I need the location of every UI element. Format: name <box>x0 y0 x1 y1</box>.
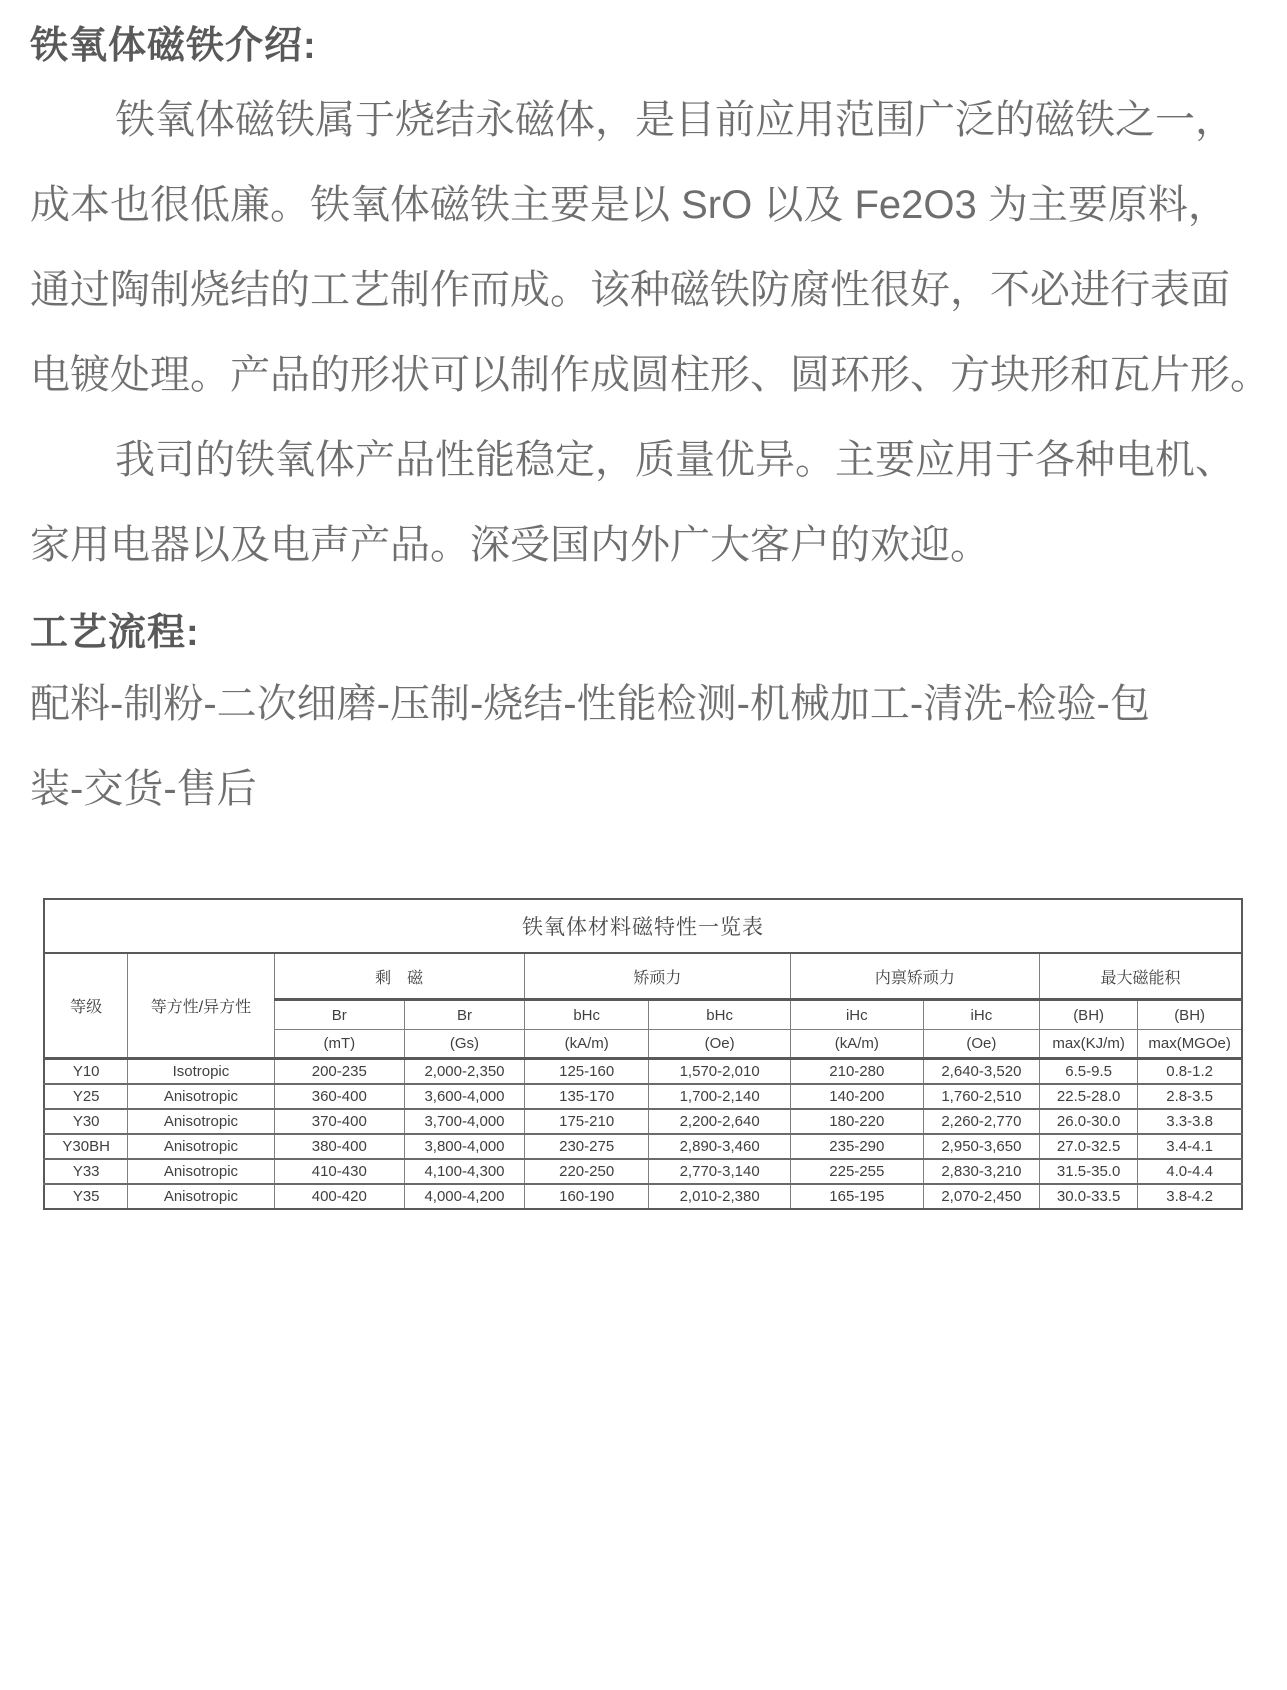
table-cell: 2,950-3,650 <box>923 1134 1039 1159</box>
table-header-cell: (kA/m) <box>790 1030 923 1059</box>
text-line: 装-交货-售后 <box>30 767 257 811</box>
table-row <box>44 1159 1242 1184</box>
table-cell: 2,830-3,210 <box>923 1159 1039 1184</box>
table-cell: 2,890-3,460 <box>649 1134 790 1159</box>
table-cell: Anisotropic <box>128 1109 274 1134</box>
header-coercivity: 矫顽力 <box>524 953 790 1000</box>
text-line: 通过陶制烧结的工艺制作而成。该种磁铁防腐性很好，不必进行表面 <box>30 268 1230 312</box>
header-max-energy-product: 最大磁能积 <box>1039 953 1242 1000</box>
table-cell: 235-290 <box>790 1134 923 1159</box>
table-header-cell: bHc <box>524 1000 649 1030</box>
table-cell: 220-250 <box>524 1159 649 1184</box>
text-line: 成本也很低廉。铁氧体磁铁主要是以 SrO 以及 Fe2O3 为主要原料， <box>30 183 1228 227</box>
table-cell: 4.0-4.4 <box>1138 1159 1242 1184</box>
table-cell: 2,260-2,770 <box>923 1109 1039 1134</box>
table-cell: 200-235 <box>274 1059 405 1085</box>
table-cell: 22.5-28.0 <box>1039 1084 1137 1109</box>
table-cell: 3.8-4.2 <box>1138 1184 1242 1209</box>
table-cell: 370-400 <box>274 1109 405 1134</box>
table-cell: 1,570-2,010 <box>649 1059 790 1085</box>
text-line: 我司的铁氧体产品性能稳定，质量优异。主要应用于各种电机、 <box>115 438 1235 482</box>
table-cell: 160-190 <box>524 1184 649 1209</box>
process-heading: 工艺流程: <box>30 612 200 654</box>
table-cell: Anisotropic <box>128 1184 274 1209</box>
table-cell: 4,000-4,200 <box>405 1184 525 1209</box>
table-cell: Anisotropic <box>128 1134 274 1159</box>
table-cell: 1,700-2,140 <box>649 1084 790 1109</box>
table-group-header-row <box>44 953 1242 1000</box>
table-cell: 140-200 <box>790 1084 923 1109</box>
table-header-cell: iHc <box>923 1000 1039 1030</box>
table-cell: 225-255 <box>790 1159 923 1184</box>
table-body <box>44 1059 1242 1210</box>
table-cell: 2,640-3,520 <box>923 1059 1039 1085</box>
table-header-cell: (mT) <box>274 1030 405 1059</box>
table-cell: 360-400 <box>274 1084 405 1109</box>
table-cell: Y25 <box>44 1084 128 1109</box>
process-flow-text <box>30 662 1257 832</box>
intro-heading: 铁氧体磁铁介绍: <box>30 25 317 67</box>
table-cell: 400-420 <box>274 1184 405 1209</box>
table-row <box>44 1059 1242 1085</box>
table-cell: 3.4-4.1 <box>1138 1134 1242 1159</box>
table-row <box>44 1134 1242 1159</box>
table-header-cell: max(KJ/m) <box>1039 1030 1137 1059</box>
table-header-cell: iHc <box>790 1000 923 1030</box>
table-title-row <box>44 899 1242 953</box>
table-cell: Y33 <box>44 1159 128 1184</box>
intro-paragraph-2 <box>30 418 1257 588</box>
table-cell: 27.0-32.5 <box>1039 1134 1137 1159</box>
table-header-cell: Br <box>274 1000 405 1030</box>
table-cell: 26.0-30.0 <box>1039 1109 1137 1134</box>
table-cell: 2,200-2,640 <box>649 1109 790 1134</box>
table-cell: Anisotropic <box>128 1084 274 1109</box>
table-row <box>44 1084 1242 1109</box>
table-cell: 380-400 <box>274 1134 405 1159</box>
table-cell: 30.0-33.5 <box>1039 1184 1137 1209</box>
table-cell: Isotropic <box>128 1059 274 1085</box>
table-cell: 410-430 <box>274 1159 405 1184</box>
table-cell: Y10 <box>44 1059 128 1085</box>
header-remanence: 剩 磁 <box>274 953 524 1000</box>
table-cell: 165-195 <box>790 1184 923 1209</box>
table-cell: 125-160 <box>524 1059 649 1085</box>
table-header-cell: (Oe) <box>923 1030 1039 1059</box>
table-cell: 2,070-2,450 <box>923 1184 1039 1209</box>
header-isotropy: 等方性/异方性 <box>128 953 274 1059</box>
table-cell: Y35 <box>44 1184 128 1209</box>
table-cell: 230-275 <box>524 1134 649 1159</box>
table-cell: 1,760-2,510 <box>923 1084 1039 1109</box>
text-line: 家用电器以及电声产品。深受国内外广大客户的欢迎。 <box>30 523 990 567</box>
table-cell: 4,100-4,300 <box>405 1159 525 1184</box>
text-line: 铁氧体磁铁属于烧结永磁体，是目前应用范围广泛的磁铁之一， <box>115 98 1235 142</box>
table-header-cell: Br <box>405 1000 525 1030</box>
table-header-cell: (Oe) <box>649 1030 790 1059</box>
table-cell: 2,000-2,350 <box>405 1059 525 1085</box>
table-header-cell: (BH) <box>1039 1000 1137 1030</box>
header-intrinsic-coercivity: 内禀矫顽力 <box>790 953 1039 1000</box>
table-cell: 3,700-4,000 <box>405 1109 525 1134</box>
table-cell: Y30 <box>44 1109 128 1134</box>
table-cell: 180-220 <box>790 1109 923 1134</box>
header-grade: 等级 <box>44 953 128 1059</box>
table-cell: 3,600-4,000 <box>405 1084 525 1109</box>
table-cell: 2,010-2,380 <box>649 1184 790 1209</box>
table-header-cell: bHc <box>649 1000 790 1030</box>
intro-paragraph-1 <box>30 78 1270 418</box>
ferrite-properties-table <box>43 898 1243 1210</box>
table-cell: 2,770-3,140 <box>649 1159 790 1184</box>
table-cell: 175-210 <box>524 1109 649 1134</box>
text-line: 电镀处理。产品的形状可以制作成圆柱形、圆环形、方块形和瓦片形。 <box>30 353 1270 397</box>
table-row <box>44 1184 1242 1209</box>
table-header-cell: max(MGOe) <box>1138 1030 1242 1059</box>
table-cell: 135-170 <box>524 1084 649 1109</box>
table-cell: 3.3-3.8 <box>1138 1109 1242 1134</box>
table-cell: 2.8-3.5 <box>1138 1084 1242 1109</box>
text-line: 配料-制粉-二次细磨-压制-烧结-性能检测-机械加工-清洗-检验-包 <box>30 682 1150 726</box>
table-cell: 3,800-4,000 <box>405 1134 525 1159</box>
table-cell: Anisotropic <box>128 1159 274 1184</box>
table-cell: 0.8-1.2 <box>1138 1059 1242 1085</box>
table-title: 铁氧体材料磁特性一览表 <box>44 899 1242 953</box>
table-header-cell: (kA/m) <box>524 1030 649 1059</box>
table-header-cell: (BH) <box>1138 1000 1242 1030</box>
table-cell: 210-280 <box>790 1059 923 1085</box>
table-cell: 31.5-35.0 <box>1039 1159 1137 1184</box>
table-row <box>44 1109 1242 1134</box>
table-cell: Y30BH <box>44 1134 128 1159</box>
table-cell: 6.5-9.5 <box>1039 1059 1137 1085</box>
table-header-cell: (Gs) <box>405 1030 525 1059</box>
